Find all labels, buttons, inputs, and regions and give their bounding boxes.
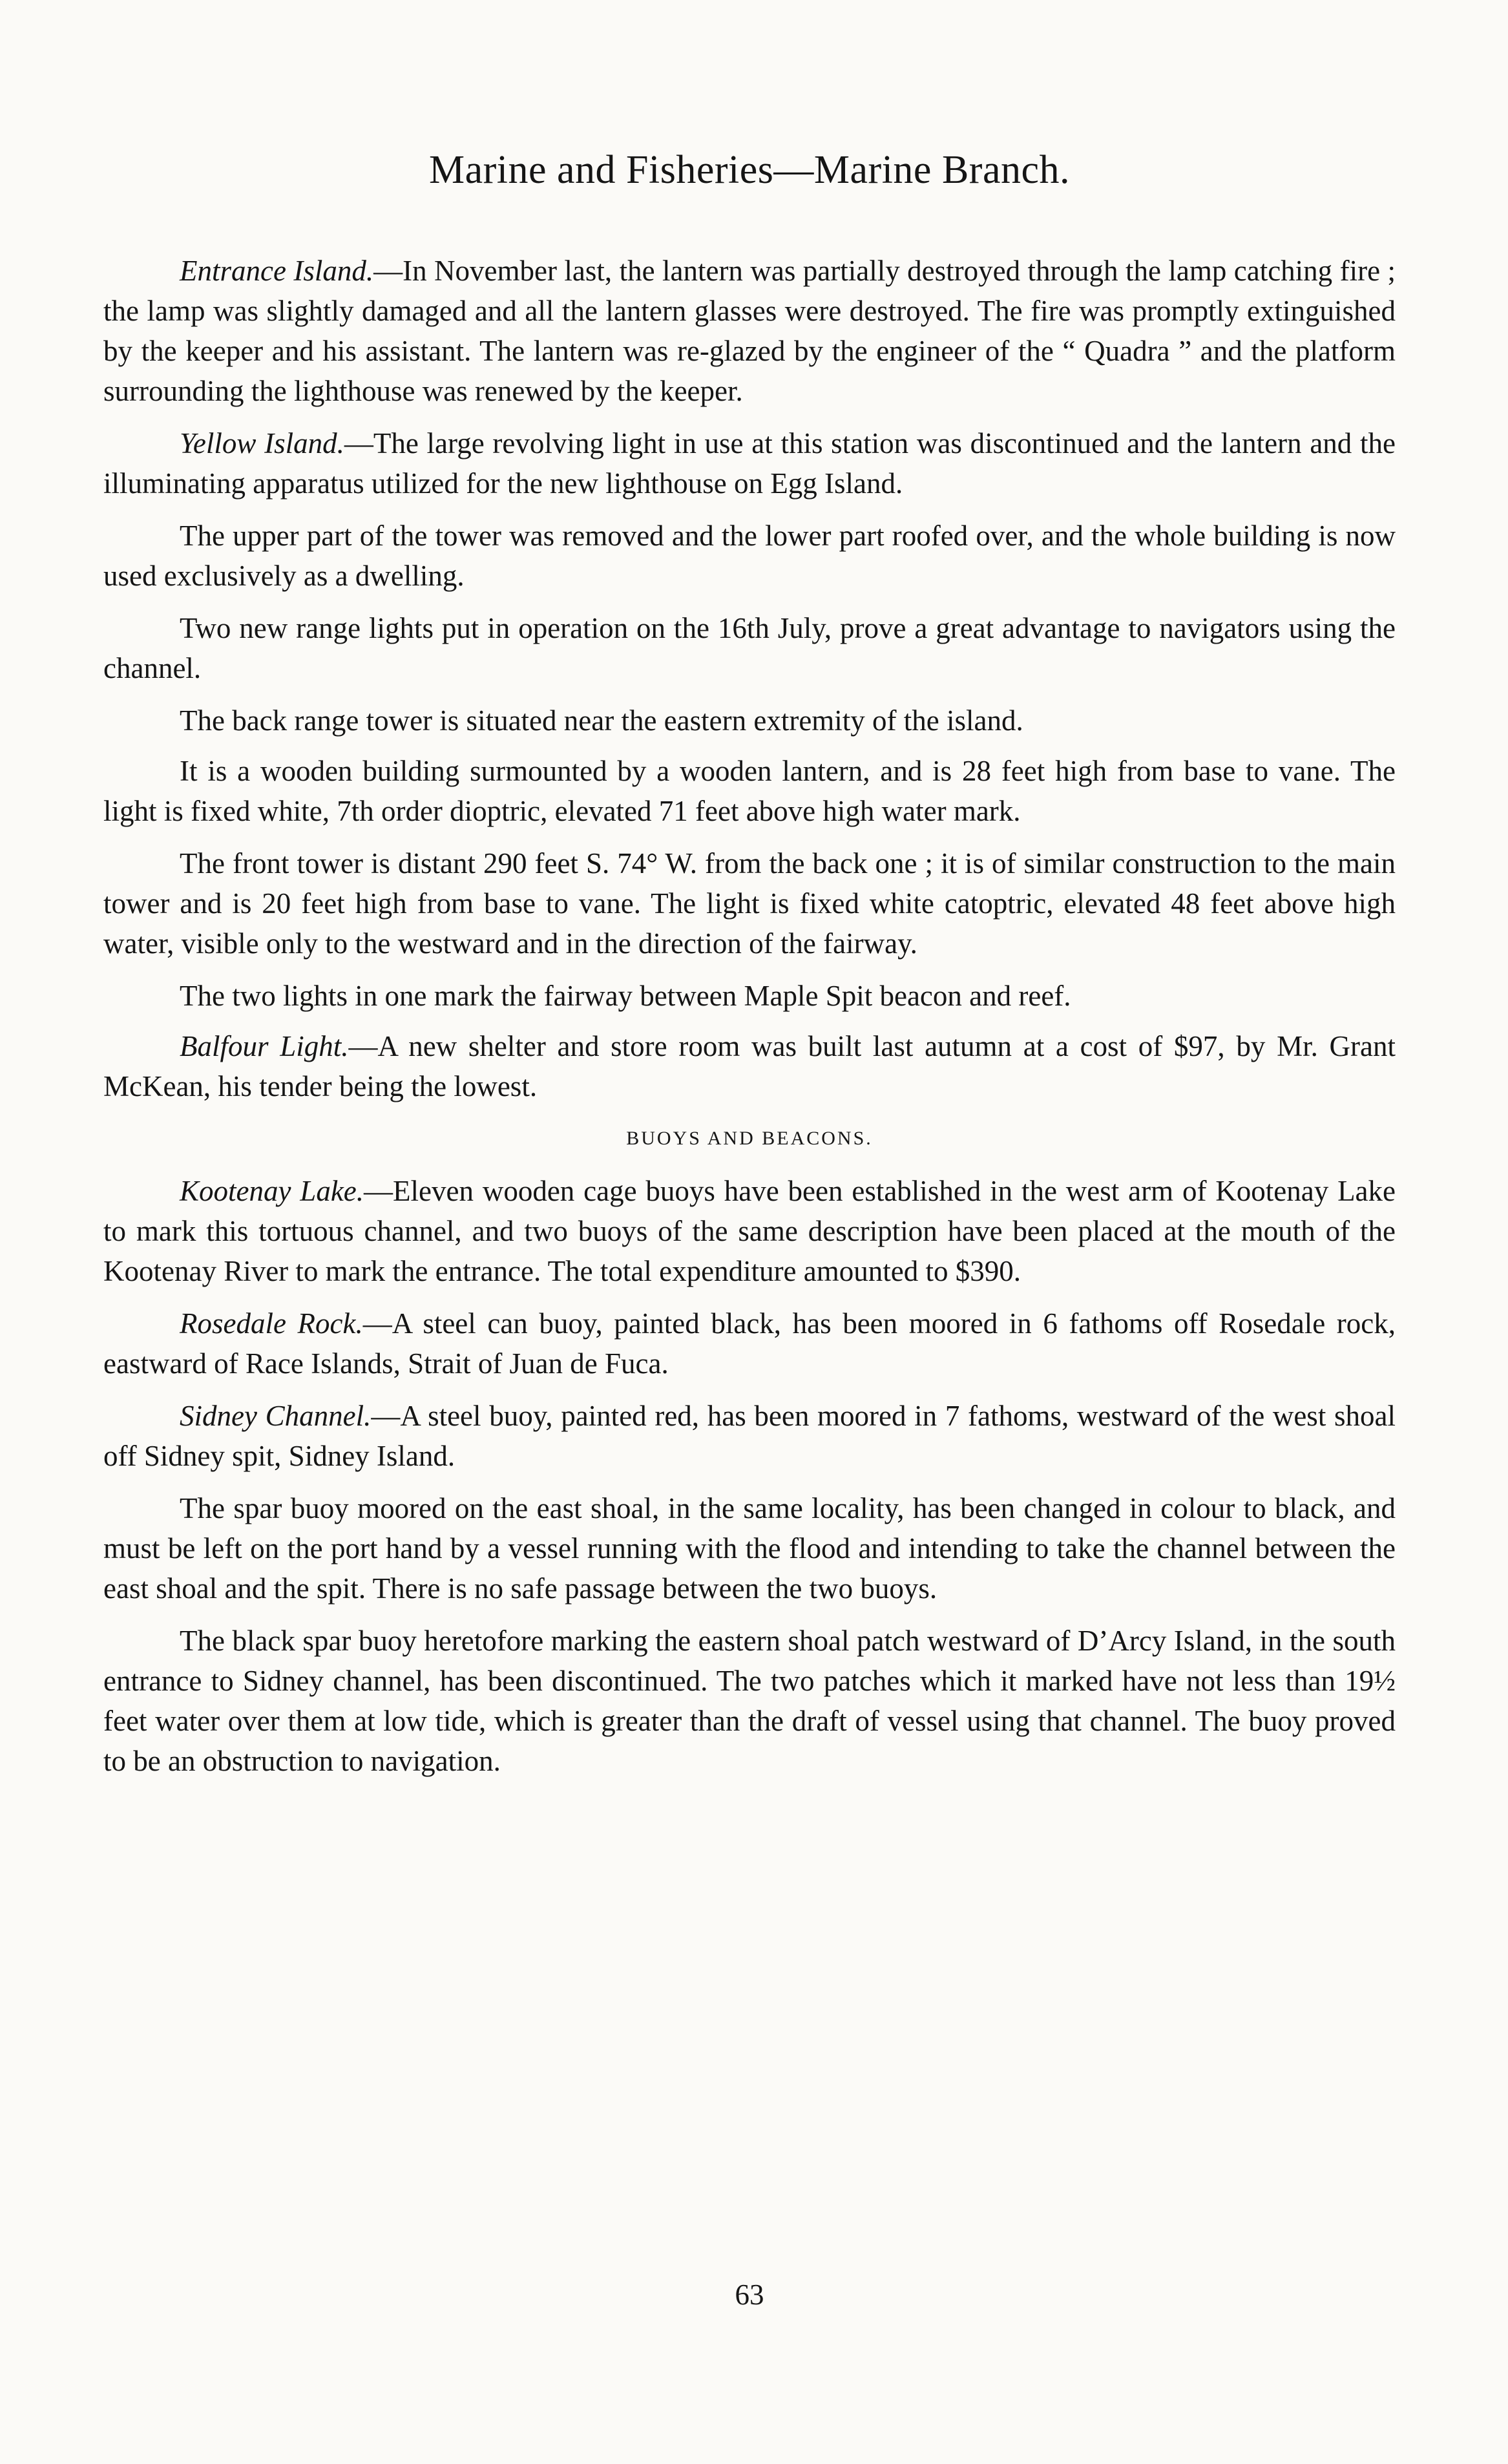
- paragraph-lead: Sidney Channel.: [180, 1400, 372, 1432]
- paragraph-text: The front tower is distant 290 feet S. 74° W. from the back one ; it is of similar construction to the main tower and is 20 feet high from base to vane. The light is fixed white catoptric, elevated 48 feet above high water, visible only to the westward and in the direction of the fairway.: [103, 847, 1396, 960]
- paragraph: [103, 516, 1396, 596]
- paragraph-text: —A steel can buoy, painted black, has been moored in 6 fathoms off Rosedale rock, eastward of Race Islands, Strait of Juan de Fuca.: [103, 1307, 1396, 1380]
- paragraph-lead: Rosedale Rock.: [180, 1307, 363, 1340]
- paragraph: [103, 1621, 1396, 1781]
- document-page: [103, 0, 1396, 2464]
- paragraph-text: The black spar buoy heretofore marking the eastern shoal patch westward of D’Arcy Island, in the south entrance to Sidney channel, has been discontinued. The two patches which it marked have not less than 19½ feet water over them at low tide, which is greater than the draft of vessel using that channel. The buoy proved to be an obstruction to navigation.: [103, 1625, 1396, 1777]
- paragraph-balfour-light: [103, 1026, 1396, 1106]
- paragraph-text: —A new shelter and store room was built last autumn at a cost of $97, by Mr. Grant McKean, his tender being the lowest.: [103, 1030, 1396, 1102]
- document-body: [103, 251, 1396, 1793]
- paragraph-text: The back range tower is situated near the eastern extremity of the island.: [180, 704, 1023, 737]
- paragraph: [103, 843, 1396, 963]
- paragraph: [103, 700, 1396, 741]
- paragraph-lead: Balfour Light.: [180, 1030, 349, 1062]
- paragraph-text: Two new range lights put in operation on the 16th July, prove a great advantage to navigators using the channel.: [103, 612, 1396, 684]
- paragraph-entrance-island: [103, 251, 1396, 411]
- paragraph-text: —A steel buoy, painted red, has been moored in 7 fathoms, westward of the west shoal off Sidney spit, Sidney Island.: [103, 1400, 1396, 1472]
- paragraph-kootenay-lake: [103, 1171, 1396, 1291]
- page-number: 63: [735, 2279, 764, 2311]
- paragraph-text: The two lights in one mark the fairway between Maple Spit beacon and reef.: [180, 980, 1071, 1012]
- paragraph-text: —The large revolving light in use at this station was discontinued and the lantern and the illuminating apparatus utilized for the new lighthouse on Egg Island.: [103, 427, 1396, 500]
- paragraph-text: —In November last, the lantern was partially destroyed through the lamp catching fire ; the lamp was slightly damaged and all the lantern glasses were destroyed. The fire was promptly extinguished by the keeper and his assistant. The lantern was re-glazed by the engineer of the “ Quadra ” and the platform surrounding the lighthouse was renewed by the keeper.: [103, 255, 1396, 407]
- paragraph-text: —Eleven wooden cage buoys have been established in the west arm of Kootenay Lake to mark this tortuous channel, and two buoys of the same description have been placed at the mouth of the Kootenay River to mark the entrance. The total expenditure amounted to $390.: [103, 1175, 1396, 1287]
- paragraph-yellow-island: [103, 423, 1396, 503]
- page-title: Marine and Fisheries—Marine Branch.: [428, 148, 1070, 192]
- section-heading: BUOYS AND BEACONS.: [626, 1128, 873, 1149]
- paragraph-lead: Kootenay Lake.: [180, 1175, 364, 1207]
- paragraph-text: It is a wooden building surmounted by a wooden lantern, and is 28 feet high from base to vane. The light is fixed white, 7th order dioptric, elevated 71 feet above high water mark.: [103, 755, 1396, 827]
- paragraph: [103, 1488, 1396, 1608]
- paragraph: [103, 751, 1396, 831]
- paragraph-lead: Entrance Island.: [180, 255, 374, 287]
- paragraph: [103, 608, 1396, 688]
- paragraph-text: The upper part of the tower was removed and the lower part roofed over, and the whole building is now used exclusively as a dwelling.: [103, 520, 1396, 592]
- paragraph-rosedale-rock: [103, 1303, 1396, 1384]
- paragraph-lead: Yellow Island.: [180, 427, 344, 459]
- paragraph-sidney-channel: [103, 1396, 1396, 1476]
- paragraph: [103, 976, 1396, 1016]
- paragraph-text: The spar buoy moored on the east shoal, in the same locality, has been changed in colour to black, and must be left on the port hand by a vessel running with the flood and intending to take the channel between the east shoal and the spit. There is no safe passage between the two buoys.: [103, 1492, 1396, 1605]
